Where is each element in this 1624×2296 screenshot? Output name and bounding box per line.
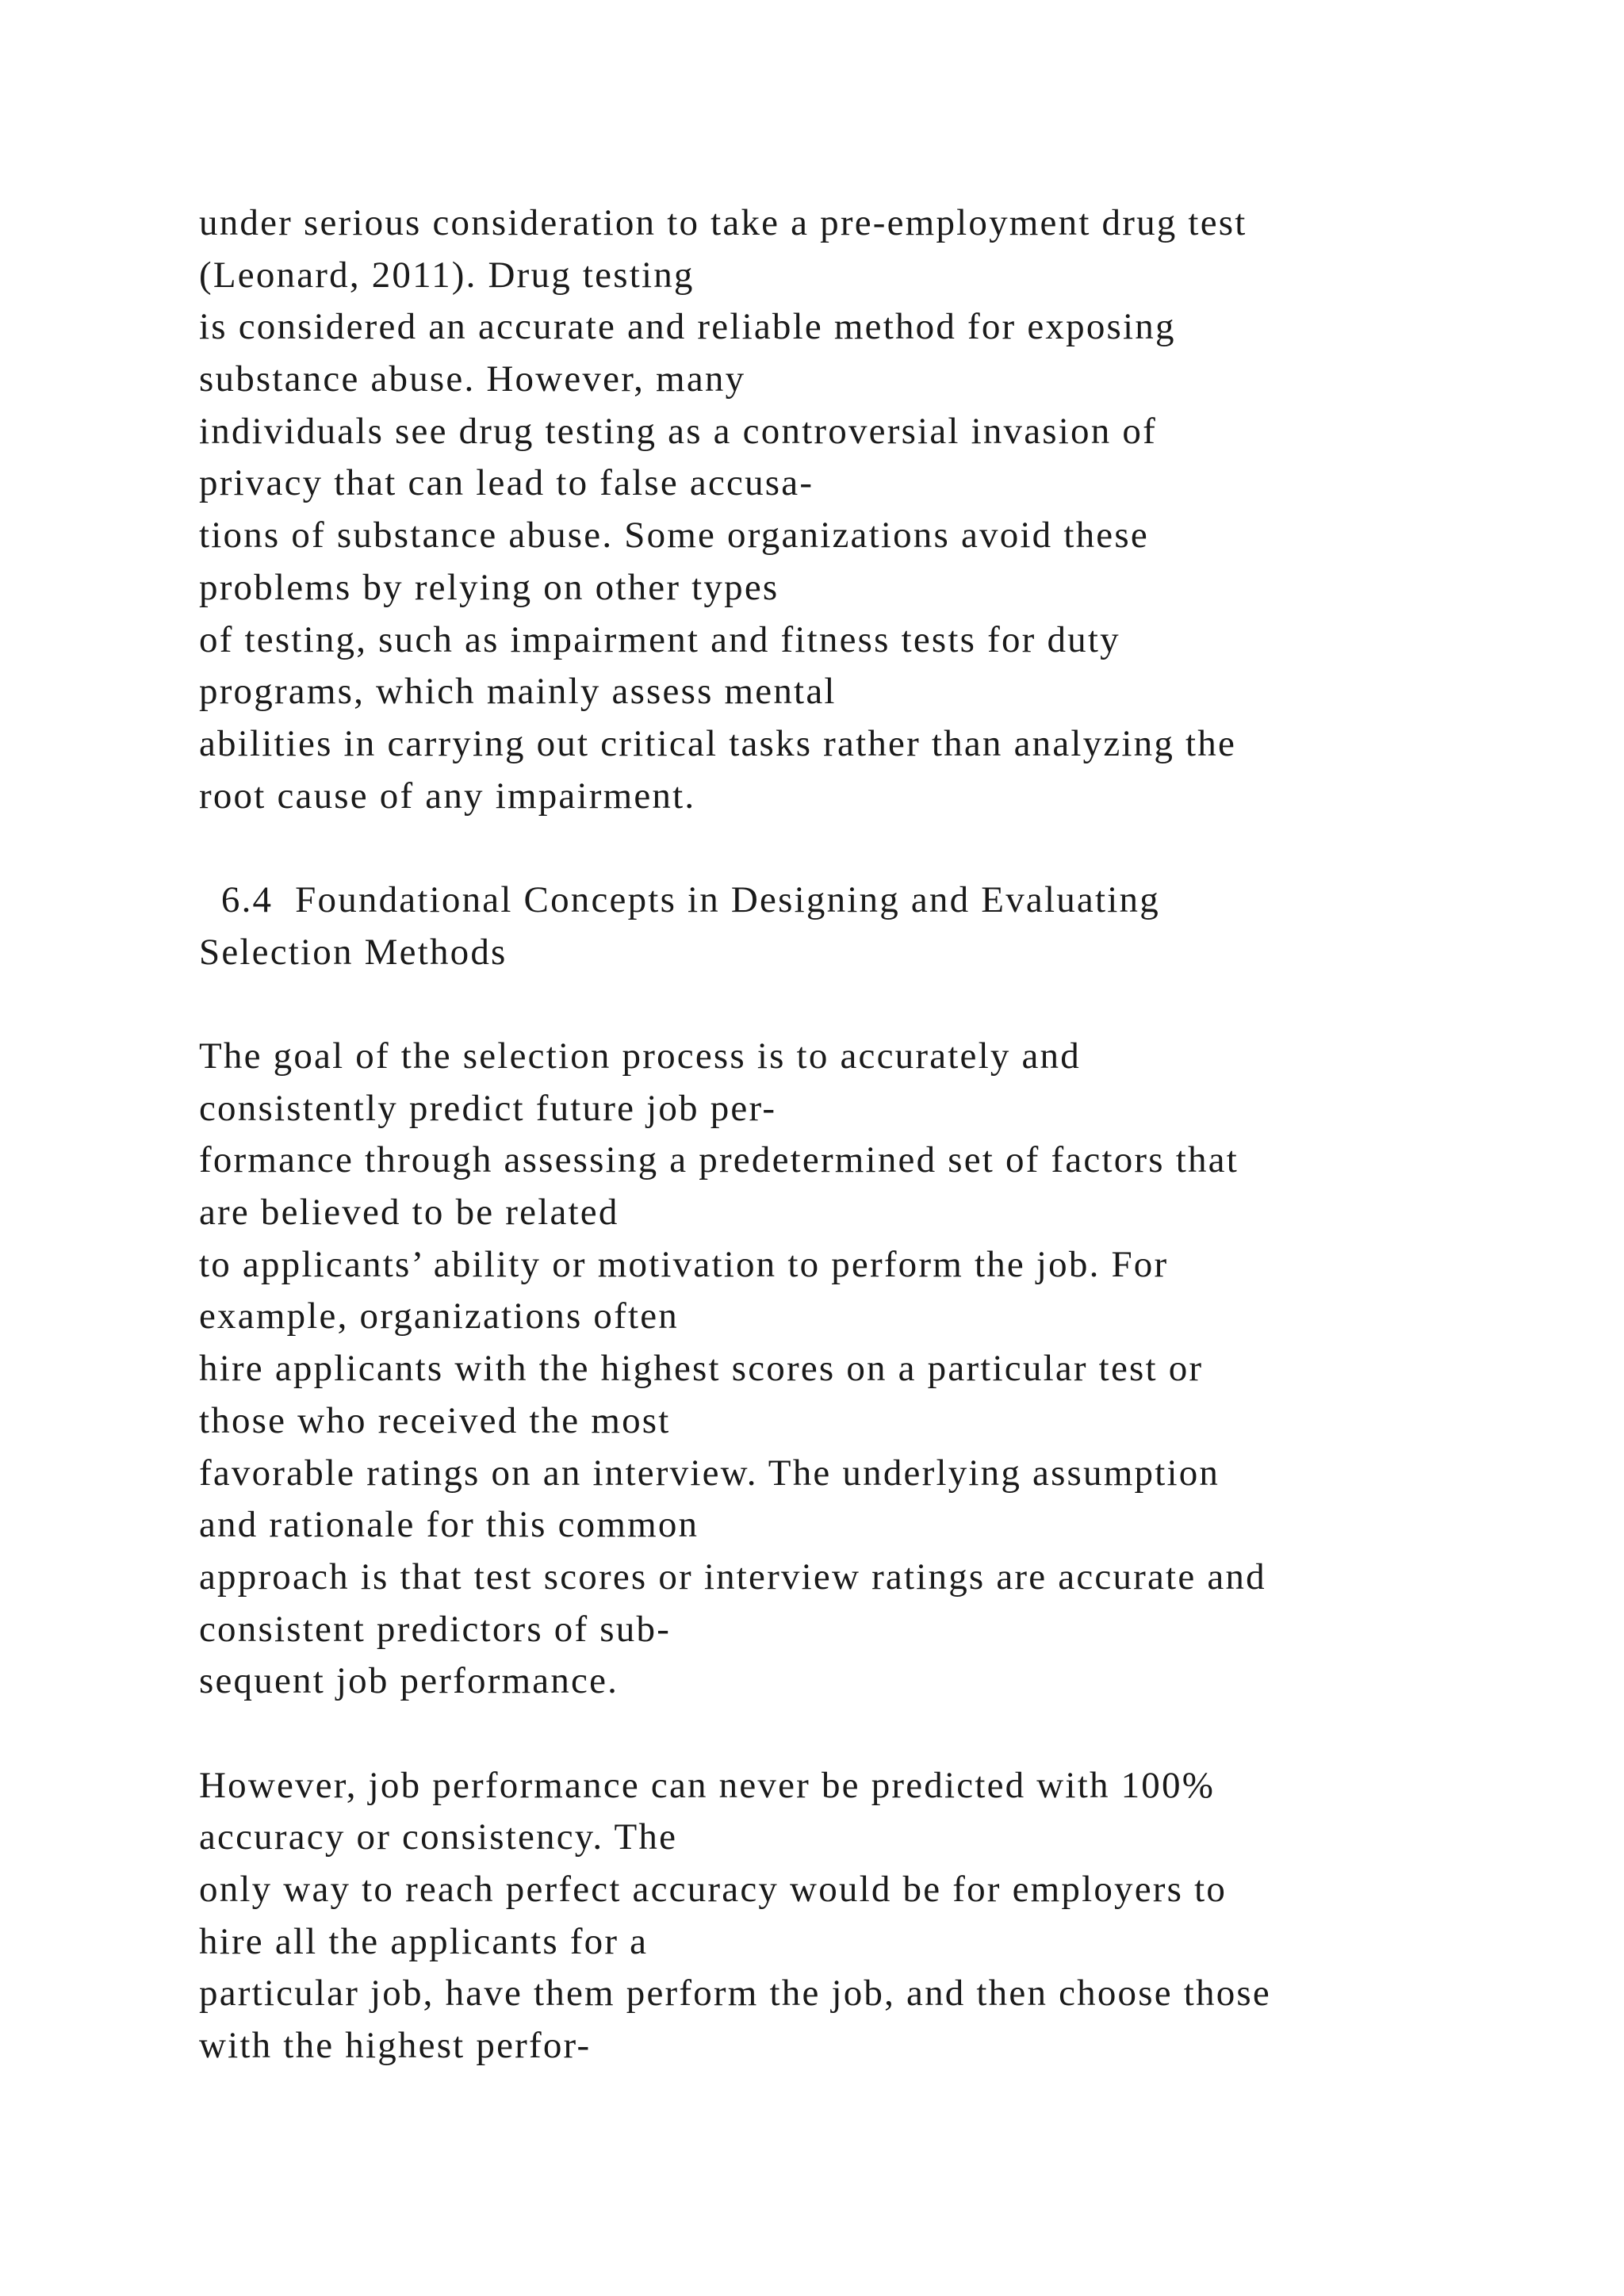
text-line: formance through assessing a predetermined set of factors that — [199, 1139, 1239, 1181]
text-line: and rationale for this common — [199, 1504, 699, 1546]
text-line: hire applicants with the highest scores on a particular test or — [199, 1348, 1204, 1390]
text-line: particular job, have them perform the job, and then choose those — [199, 1973, 1271, 2015]
text-line: consistently predict future job per- — [199, 1087, 777, 1129]
text-line: to applicants’ ability or motivation to perform the job. For — [199, 1243, 1169, 1285]
text-line: consistent predictors of sub- — [199, 1608, 672, 1650]
text-line: only way to reach perfect accuracy would be for employers to — [199, 1869, 1228, 1910]
text-line: are believed to be related — [199, 1192, 619, 1234]
paragraph-spacer — [199, 978, 1547, 1031]
text-line: sequent job performance. — [199, 1660, 619, 1702]
text-line: tions of substance abuse. Some organizations avoid these — [199, 515, 1149, 557]
text-line: is considered an accurate and reliable method for exposing — [199, 306, 1176, 348]
text-line: favorable ratings on an interview. The underlying assumption — [199, 1452, 1220, 1494]
text-line: root cause of any impairment. — [199, 775, 696, 817]
text-line: problems by relying on other types — [199, 566, 779, 608]
section-heading — [199, 874, 1547, 978]
text-line: individuals see drug testing as a controversial invasion of — [199, 410, 1157, 452]
paragraph-selection-goal — [199, 1031, 1547, 1708]
text-line: approach is that test scores or interview ratings are accurate and — [199, 1556, 1266, 1598]
paragraph-spacer — [199, 822, 1547, 874]
text-line: abilities in carrying out critical tasks rather than analyzing the — [199, 722, 1237, 764]
paragraph-drug-testing — [199, 197, 1547, 822]
text-line: programs, which mainly assess mental — [199, 671, 837, 713]
text-line: The goal of the selection process is to accurately and — [199, 1035, 1081, 1077]
text-line: However, job performance can never be predicted with 100% — [199, 1764, 1216, 1806]
text-line: accuracy or consistency. The — [199, 1816, 678, 1858]
text-line: of testing, such as impairment and fitness tests for duty — [199, 618, 1120, 660]
heading-line: Selection Methods — [199, 931, 508, 973]
text-line: privacy that can lead to false accusa- — [199, 462, 814, 504]
text-line: example, organizations often — [199, 1295, 679, 1337]
text-line: with the highest perfor- — [199, 2025, 592, 2067]
text-line: those who received the most — [199, 1399, 671, 1441]
paragraph-prediction-accuracy — [199, 1760, 1547, 2072]
text-line: (Leonard, 2011). Drug testing — [199, 254, 695, 296]
text-line: substance abuse. However, many — [199, 358, 746, 400]
heading-line: 6.4 Foundational Concepts in Designing and Evaluating — [199, 878, 1160, 920]
paragraph-spacer — [199, 1708, 1547, 1760]
text-line: hire all the applicants for a — [199, 1920, 649, 1962]
document-body — [199, 197, 1547, 2072]
text-line: under serious consideration to take a pre-employment drug test — [199, 202, 1247, 243]
